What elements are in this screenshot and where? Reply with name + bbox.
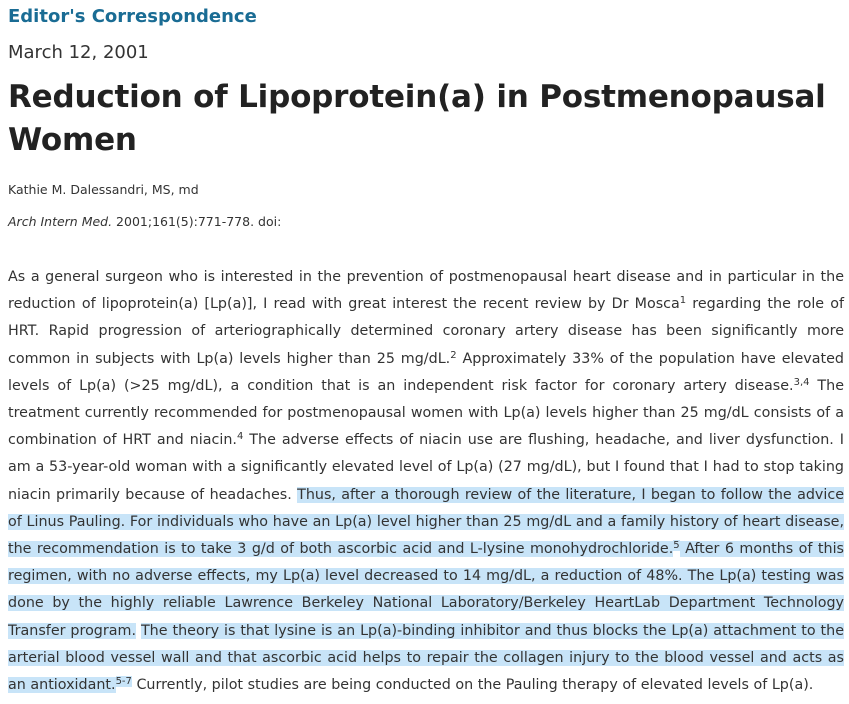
journal-name: Arch Intern Med.: [8, 214, 113, 229]
body-text: Approximately 33% of the population have elevated levels of Lp(a) (>25 mg/dL), a condition that is an independent risk factor for coronary artery disease.: [8, 350, 844, 394]
reference-5[interactable]: 5: [673, 540, 680, 552]
body-text: The treatment currently recommended for postmenopausal women with Lp(a) levels higher than 25 mg/dL consists of a combination of HRT and niacin.: [8, 377, 844, 449]
highlighted-text: The theory is that lysine is an Lp(a)-binding inhibitor and thus blocks the Lp(a) attachment to the arterial blood vessel wall and that ascorbic acid helps to repair the collagen injury to the blood vessel and acts as an antioxidant.: [8, 622, 845, 694]
reference-5-7[interactable]: 5-7: [115, 676, 132, 688]
reference-3-4[interactable]: 3,4: [793, 376, 810, 388]
citation-details: 2001;161(5):771-778. doi:: [112, 214, 282, 229]
highlighted-text: After 6 months of this regimen, with no adverse effects, my Lp(a) level decreased to 14 mg/dL, a reduction of 48%. The Lp(a) testing was done by the highly reliable Lawrence Berkeley National Laboratory/Berkeley HeartLab Department Technology Transfer program.: [8, 541, 844, 639]
body-text: The adverse effects of niacin use are flushing, headache, and liver dysfunction. I am a 53-year-old woman with a significantly elevated level of Lp(a) (27 mg/dL), but I found that I had to stop taking niacin primarily because of headaches.: [8, 432, 844, 503]
body-text: As a general surgeon who is interested in the prevention of postmenopausal heart disease and in particular in the reduction of lipoprotein(a) [Lp(a)], I read with great interest the recent review by Dr Mosca: [8, 269, 844, 313]
citation: [8, 212, 844, 232]
reference-4[interactable]: 4: [236, 431, 244, 443]
publication-date: March 12, 2001: [8, 42, 149, 63]
article-title: Reduction of Lipoprotein(a) in Postmenopausal Women: [8, 79, 826, 158]
highlighted-text: Thus, after a thorough review of the literature, I began to follow the advice of Linus Pauling. For individuals who have an Lp(a) level higher than 25 mg/dL and a family history of heart disease, the recommendation is to take 3 g/d of both ascorbic acid and L-lysine monohydrochloride.: [8, 486, 844, 558]
body-text: regarding the role of HRT. Rapid progression of arteriographically determined coronary artery disease has been significantly more common in subjects with Lp(a) levels higher than 25 mg/dL.: [8, 296, 844, 367]
body-text: Currently, pilot studies are being conducted on the Pauling therapy of elevated levels of Lp(a).: [131, 677, 814, 694]
reference-2[interactable]: 2: [450, 349, 457, 361]
author-line[interactable]: Kathie M. Dalessandri, MS, md: [8, 182, 199, 197]
article: [8, 0, 844, 699]
section-label[interactable]: Editor's Correspondence: [8, 6, 257, 27]
reference-1[interactable]: 1: [679, 295, 687, 307]
article-body: [8, 264, 844, 699]
